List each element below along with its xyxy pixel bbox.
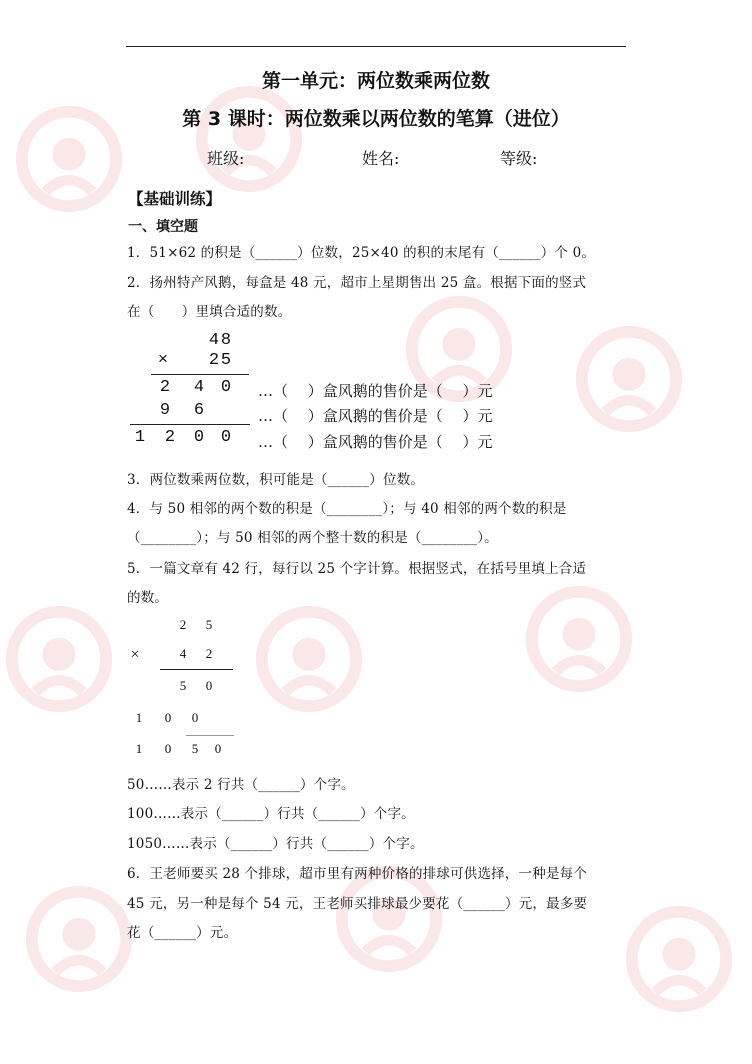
calc-digit: 1 <box>135 741 143 756</box>
watermark-logo <box>620 900 738 1018</box>
calc-digit: 2 <box>159 378 171 397</box>
calc-digit: 5 <box>220 351 232 370</box>
calc-digit: 5 <box>191 741 199 756</box>
calc-digit: 0 <box>164 710 172 725</box>
calc-digit: 2 <box>205 646 213 661</box>
calc-digit: 8 <box>220 331 232 350</box>
calc-digit: 0 <box>193 428 205 447</box>
watermark-logo <box>250 600 368 718</box>
question-2-line-2: 在（ ）里填合适的数。 <box>127 304 292 320</box>
calc-digit: 2 <box>179 617 187 632</box>
calc-digit: 0 <box>214 741 222 756</box>
grade-label: 等级: <box>500 149 538 168</box>
question-5-line-1: 5．一篇文章有 42 行，每行以 25 个字计算。根据竖式，在括号里填上合适 <box>127 561 587 577</box>
times-sign: × <box>130 646 140 663</box>
name-label: 姓名: <box>362 149 400 168</box>
question-5-answer-a: 50……表示 2 行共（______）个字。 <box>127 777 355 793</box>
calc-digit: 0 <box>191 710 199 725</box>
class-label: 班级: <box>207 149 245 168</box>
calc-digit: 4 <box>208 331 220 350</box>
question-5-answer-c: 1050……表示（______）行共（______）个字。 <box>127 836 424 852</box>
question-5-answer-b: 100……表示（______）行共（______）个字。 <box>127 806 415 822</box>
calc-digit: 4 <box>179 646 187 661</box>
calc-digit: 1 <box>135 710 143 725</box>
question-1: 1．51×62 的积是（______）位数，25×40 的积的末尾有（______）个 0。 <box>127 245 596 261</box>
calc-digit: 4 <box>193 378 205 397</box>
watermark-logo <box>570 320 688 438</box>
calc-digit: 2 <box>164 428 176 447</box>
times-sign: × <box>157 351 169 370</box>
calc-digit: 5 <box>179 678 187 693</box>
calc-digit: 0 <box>220 428 232 447</box>
calc-digit: 9 <box>159 401 171 420</box>
watermark-logo <box>20 880 138 998</box>
calc-digit: 0 <box>164 741 172 756</box>
calc-rule <box>130 424 250 425</box>
header-rule <box>126 46 626 47</box>
question-4-line-2: （________）；与 50 相邻的两个整十数的积是（________）。 <box>127 530 498 546</box>
calc-digit: 0 <box>205 678 213 693</box>
calc-digit: 0 <box>220 378 232 397</box>
calc-note-1: …（ ）盒风鹅的售价是（ ）元 <box>258 382 493 400</box>
section-heading: 【基础训练】 <box>128 190 222 208</box>
question-2-line-1: 2．扬州特产风鹅，每盒是 48 元，超市上星期售出 25 盒。根据下面的竖式 <box>127 275 587 291</box>
part-heading: 一、填空题 <box>128 219 198 235</box>
watermark-logo <box>0 600 118 718</box>
question-6-line-2: 45 元，另一种是每个 54 元，王老师买排球最少要花（______）元，最多要 <box>127 896 588 912</box>
watermark-logo <box>520 580 638 698</box>
question-6-line-3: 花（______）元。 <box>127 925 238 941</box>
question-6-line-1: 6．王老师要买 28 个排球，超市里有两种价格的排球可供选择，一种是每个 <box>127 866 588 882</box>
calc-rule <box>151 374 249 375</box>
calc-digit: 6 <box>193 401 205 420</box>
calc-rule <box>186 735 234 736</box>
question-3: 3．两位数乘两位数，积可能是（______）位数。 <box>127 472 425 488</box>
page-subtitle: 第 3 课时：两位数乘以两位数的笔算（进位） <box>182 108 570 130</box>
question-4-line-1: 4．与 50 相邻的两个数的积是（________）；与 40 相邻的两个数的积是 <box>127 501 567 517</box>
watermark-logo <box>190 80 308 198</box>
calc-note-3: …（ ）盒风鹅的售价是（ ）元 <box>258 433 493 451</box>
page-title: 第一单元：两位数乘两位数 <box>261 70 490 92</box>
question-5-line-2: 的数。 <box>127 590 169 606</box>
calc-note-2: …（ ）盒风鹅的售价是（ ）元 <box>258 407 493 425</box>
calc-digit: 5 <box>205 617 213 632</box>
calc-rule <box>160 669 233 670</box>
calc-digit: 1 <box>134 428 146 447</box>
calc-digit: 2 <box>208 351 220 370</box>
